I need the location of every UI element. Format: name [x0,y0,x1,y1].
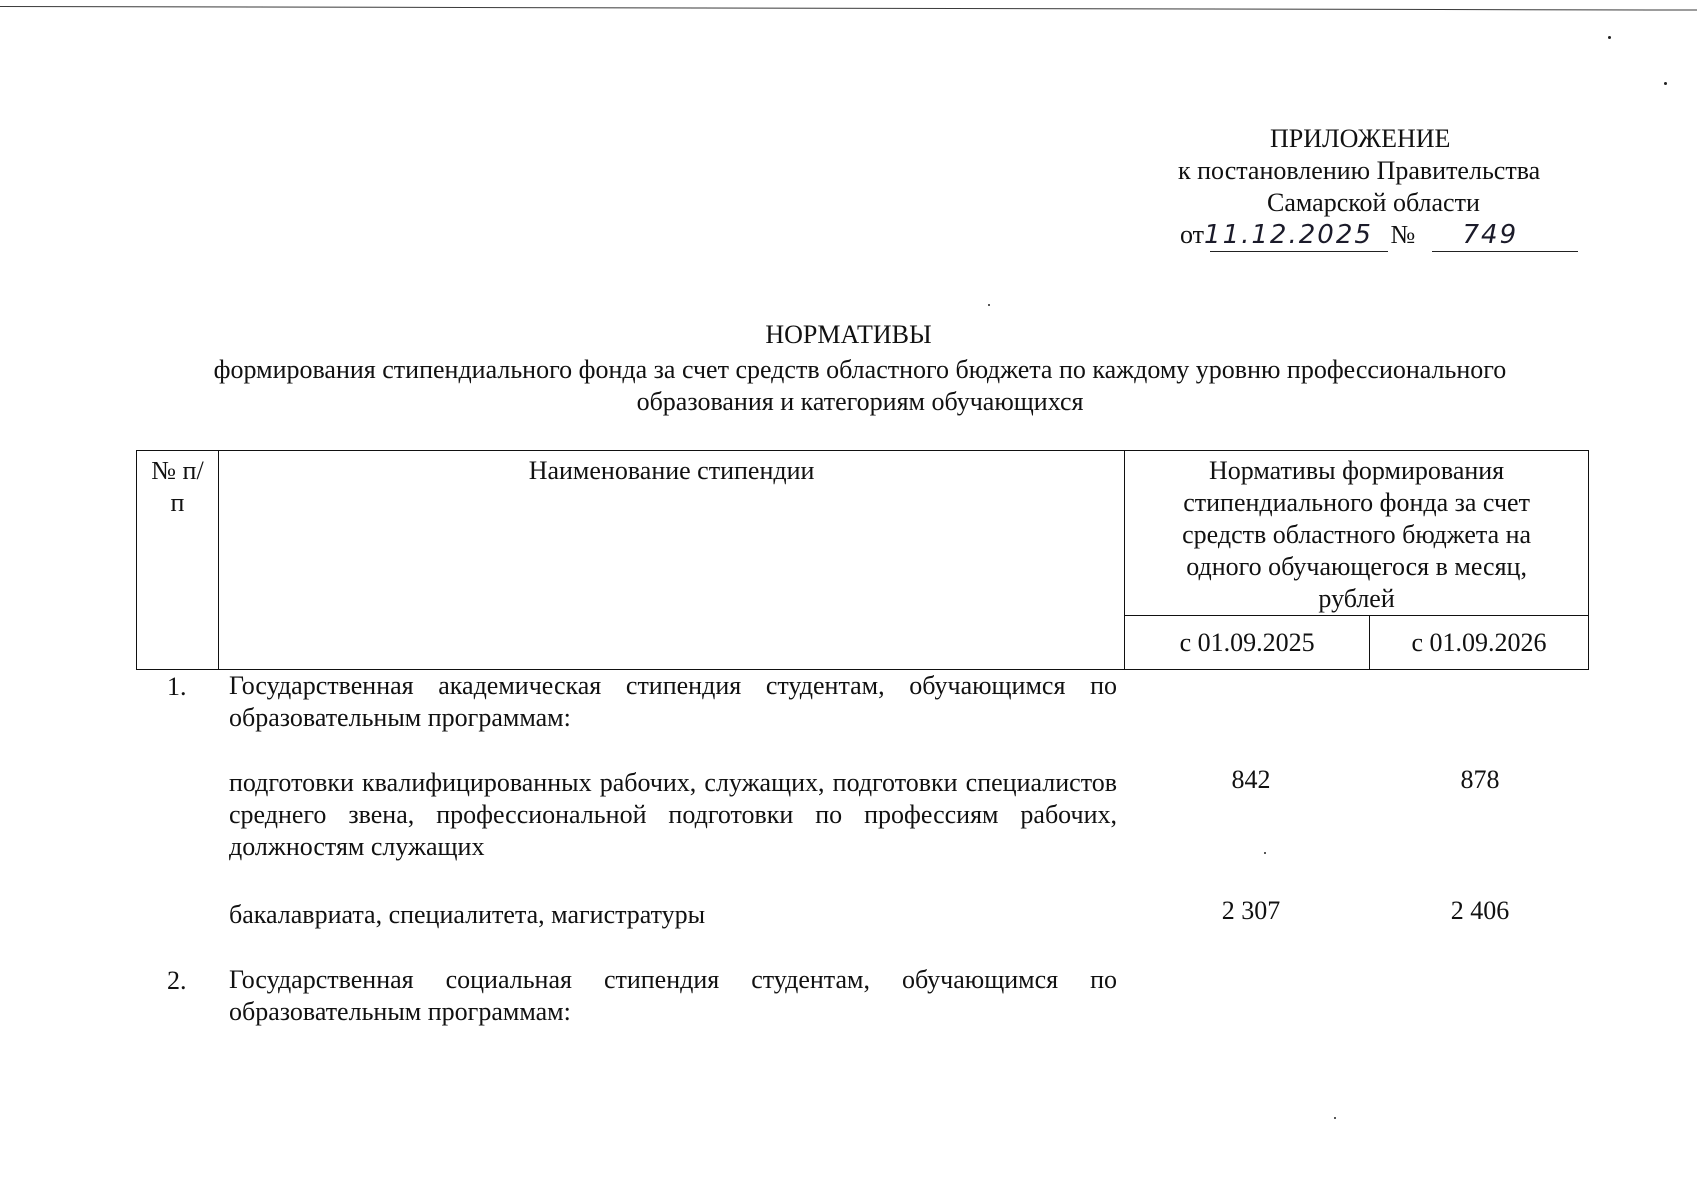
header-norms: Нормативы формирования стипендиального фонда за счет средств областного бюджета на одного обучающегося в месяц, рублей [1125,451,1589,616]
date-prefix: от [1180,220,1205,249]
row-text-academic: Государственная академическая стипендия студентам, обучающимся по образовательным программам: [229,671,1117,732]
header-from-2026: с 01.09.2026 [1370,616,1589,670]
row-text-vocational: подготовки квалифицированных рабочих, служащих, подготовки специалистов среднего звена, профессиональной подготовки по профессиям рабочих, должностям служащих [229,768,1117,861]
document-subtitle-line2: образования и категориям обучающихся [636,387,1084,416]
header-number: № п/п [137,451,219,670]
document-subtitle-line1: формирования стипендиального фонда за счет средств областного бюджета по каждому уровню профессионального [213,355,1507,384]
value-2025: 842 [1231,765,1271,794]
header-from-2025: с 01.09.2025 [1125,616,1370,670]
norms-table-header [136,450,1589,670]
appendix-region-line: Самарской области [1267,188,1480,217]
scan-top-edge [0,6,1697,11]
row-number: 1. [167,672,187,701]
value-2025: 2 307 [1221,896,1281,925]
date-underline [1210,251,1388,252]
row-number: 2. [167,966,187,995]
document-title: НОРМАТИВЫ [765,320,932,349]
appendix-title: ПРИЛОЖЕНИЕ [1270,124,1451,153]
scan-speck [1608,36,1611,39]
row-text-higher: бакалавриата, специалитета, магистратуры [229,900,706,929]
appendix-decree-line: к постановлению Правительства [1178,156,1541,185]
number-underline [1432,251,1578,252]
row-text-social: Государственная социальная стипендия студентам, обучающимся по образовательным программам: [229,965,1117,1026]
value-2026: 2 406 [1450,896,1510,925]
scan-speck [1264,852,1266,854]
scan-speck [988,304,990,306]
value-2026: 878 [1460,765,1500,794]
header-scholarship-name: Наименование стипендии [218,451,1124,670]
handwritten-number: 749 [1462,220,1519,250]
scan-speck [1664,82,1667,85]
number-prefix: № [1390,220,1416,249]
handwritten-date: 11.12.2025 [1204,220,1373,250]
appendix-date-line [1180,220,1565,250]
scan-speck [1334,1117,1336,1119]
